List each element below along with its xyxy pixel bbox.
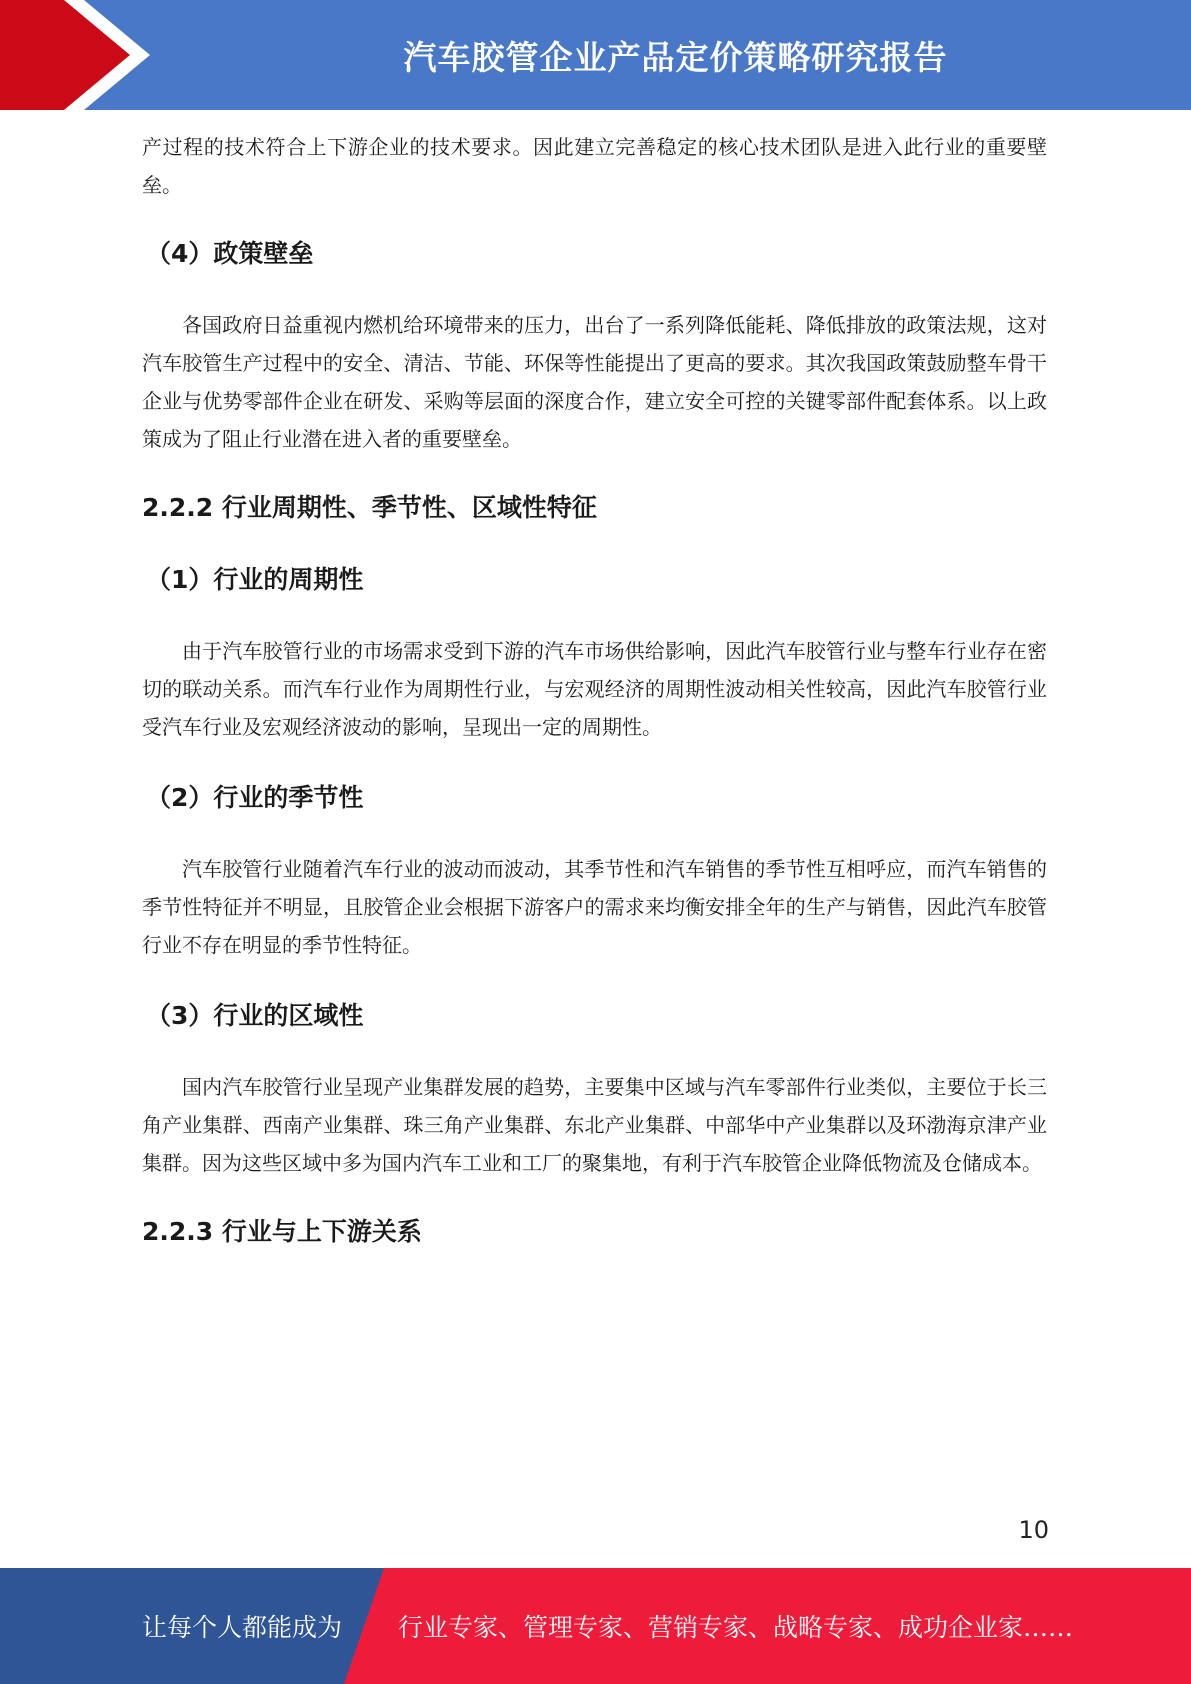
page-content (142, 128, 1047, 1250)
page-number: 10 (1018, 1516, 1049, 1544)
paragraph-cyclicality: 由于汽车胶管行业的市场需求受到下游的汽车市场供给影响，因此汽车胶管行业与整车行业存在密切的联动关系。而汽车行业作为周期性行业，与宏观经济的周期性波动相关性较高，因此汽车胶管行业受汽车行业及宏观经济波动的影响，呈现出一定的周期性。 (142, 639, 1047, 739)
heading-cyclicality: （1）行业的周期性 (146, 565, 364, 594)
footer-slogan-right: 行业专家、管理专家、营销专家、战略专家、成功企业家…… (398, 1613, 1074, 1642)
paragraph-continuation: 产过程的技术符合上下游企业的技术要求。因此建立完善稳定的核心技术团队是进入此行业的重要壁垒。 (142, 135, 1047, 197)
paragraph-regionality: 国内汽车胶管行业呈现产业集群发展的趋势，主要集中区域与汽车零部件行业类似，主要位于长三角产业集群、西南产业集群、珠三角产业集群、东北产业集群、中部华中产业集群以及环渤海京津产业集群。因为这些区域中多为国内汽车工业和工厂的聚集地，有利于汽车胶管企业降低物流及仓储成本。 (142, 1075, 1047, 1175)
report-title: 汽车胶管企业产品定价策略研究报告 (403, 37, 948, 77)
footer-slogan-left: 让每个人都能成为 (142, 1613, 343, 1642)
heading-regionality: （3）行业的区域性 (146, 1001, 364, 1030)
heading-policy-barrier: （4）政策壁垒 (146, 239, 314, 268)
heading-2-2-3: 2.2.3 行业与上下游关系 (142, 1217, 422, 1246)
page-header (0, 0, 1191, 110)
heading-seasonality: （2）行业的季节性 (146, 783, 364, 812)
paragraph-seasonality: 汽车胶管行业随着汽车行业的波动而波动，其季节性和汽车销售的季节性互相呼应，而汽车销售的季节性特征并不明显，且胶管企业会根据下游客户的需求来均衡安排全年的生产与销售，因此汽车胶管行业不存在明显的季节性特征。 (142, 857, 1047, 957)
paragraph-policy-barrier: 各国政府日益重视内燃机给环境带来的压力，出台了一系列降低能耗、降低排放的政策法规，这对汽车胶管生产过程中的安全、清洁、节能、环保等性能提出了更高的要求。其次我国政策鼓励整车骨干企业与优势零部件企业在研发、采购等层面的深度合作，建立安全可控的关键零部件配套体系。以上政策成为了阻止行业潜在进入者的重要壁垒。 (142, 313, 1047, 451)
heading-2-2-2: 2.2.2 行业周期性、季节性、区域性特征 (142, 493, 597, 522)
page-footer (0, 1568, 1191, 1684)
